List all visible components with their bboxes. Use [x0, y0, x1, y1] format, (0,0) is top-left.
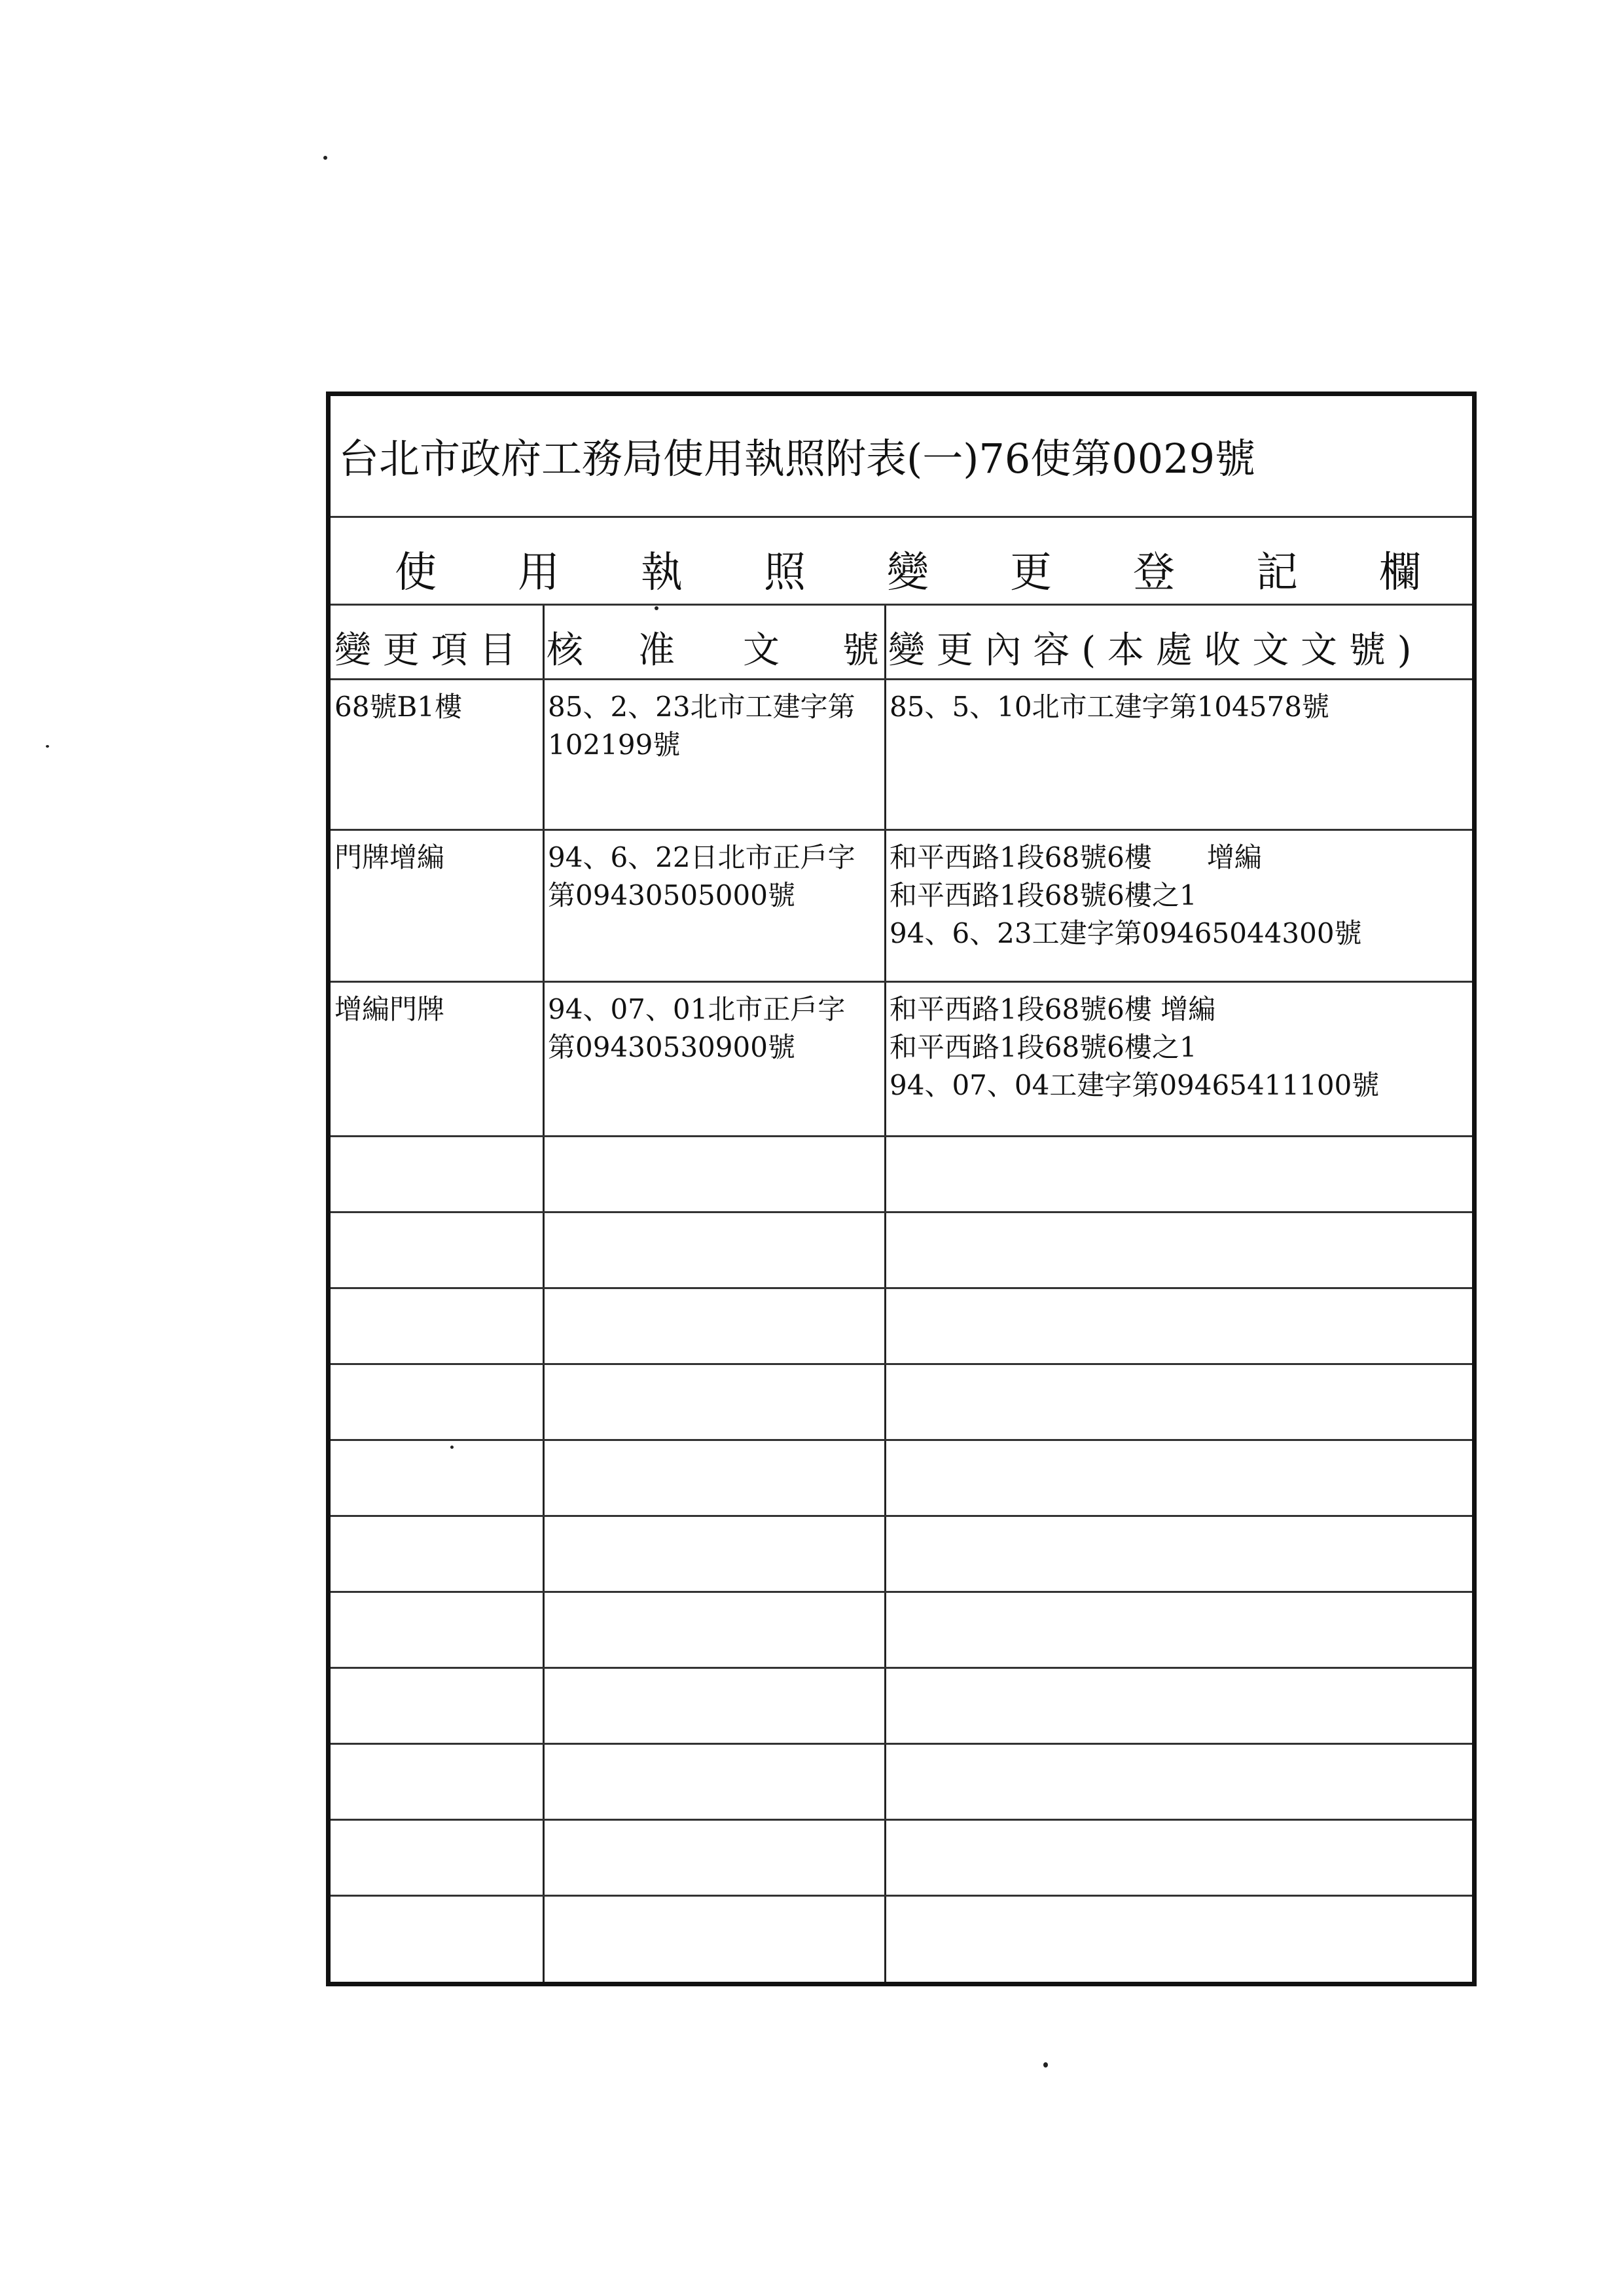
- scan-speck: [1043, 2062, 1048, 2068]
- empty-row: [331, 1669, 1472, 1745]
- row-item: 68號B1樓: [334, 691, 463, 723]
- row-item: 增編門牌: [334, 993, 445, 1025]
- scan-speck: [450, 1446, 454, 1449]
- column-header-row: [331, 606, 1472, 680]
- table-row: [331, 831, 1472, 983]
- header-item: 變 更 項 目: [334, 629, 516, 672]
- license-attachment-form: [326, 392, 1477, 1986]
- row-approval-line: 102199號: [548, 729, 681, 761]
- empty-row: [331, 1897, 1472, 1982]
- heading-char: 用: [518, 549, 560, 597]
- empty-row: [331, 1213, 1472, 1289]
- heading-char: 照: [764, 549, 806, 597]
- empty-row: [331, 1289, 1472, 1365]
- heading-char: 變: [887, 549, 929, 597]
- header-approval: 文: [743, 629, 780, 672]
- row-approval-line: 94、6、22日北市正戶字: [548, 841, 855, 873]
- row-content-line: 94、07、04工建字第09465411100號: [890, 1069, 1380, 1101]
- empty-row: [331, 1593, 1472, 1669]
- heading-char: 欄: [1379, 549, 1421, 597]
- header-content: 變 更 內 容 ( 本 處 收 文 文 號 ): [888, 629, 1412, 672]
- form-heading-row: [331, 518, 1472, 606]
- heading-char: 記: [1256, 549, 1298, 597]
- empty-row: [331, 1441, 1472, 1517]
- table-row: [331, 680, 1472, 831]
- header-approval: 准: [638, 629, 675, 672]
- row-content-line: 94、6、23工建字第09465044300號: [890, 917, 1362, 949]
- row-approval-line: 第09430505000號: [548, 879, 795, 911]
- heading-char: 更: [1010, 549, 1052, 597]
- empty-row: [331, 1517, 1472, 1593]
- empty-row: [331, 1365, 1472, 1441]
- heading-char: 使: [395, 549, 437, 597]
- heading-char: 執: [641, 549, 683, 597]
- empty-row: [331, 1821, 1472, 1897]
- row-content-line: 85、5、10北市工建字第104578號: [890, 691, 1329, 723]
- empty-row: [331, 1745, 1472, 1821]
- heading-char: 登: [1133, 549, 1175, 597]
- form-title-row: [331, 396, 1472, 518]
- row-content-line: 和平西路1段68號6樓 增編: [890, 993, 1216, 1025]
- form-title: 台北市政府工務局使用執照附表(一)76使第0029號: [338, 435, 1256, 483]
- row-item: 門牌增編: [334, 841, 445, 873]
- row-approval-line: 第09430530900號: [548, 1031, 795, 1063]
- row-content-line: 和平西路1段68號6樓 增編: [890, 841, 1262, 873]
- header-approval: 號: [842, 629, 879, 672]
- row-approval-line: 94、07、01北市正戶字: [548, 993, 846, 1025]
- register-table: [331, 606, 1472, 1982]
- header-approval: 核: [547, 629, 583, 672]
- scan-speck: [655, 606, 658, 610]
- scan-speck: [46, 745, 49, 748]
- row-content-line: 和平西路1段68號6樓之1: [890, 879, 1197, 911]
- scan-speck: [323, 156, 327, 160]
- row-approval-line: 85、2、23北市工建字第: [548, 691, 855, 723]
- table-row: [331, 983, 1472, 1137]
- row-content-line: 和平西路1段68號6樓之1: [890, 1031, 1197, 1063]
- empty-row: [331, 1137, 1472, 1213]
